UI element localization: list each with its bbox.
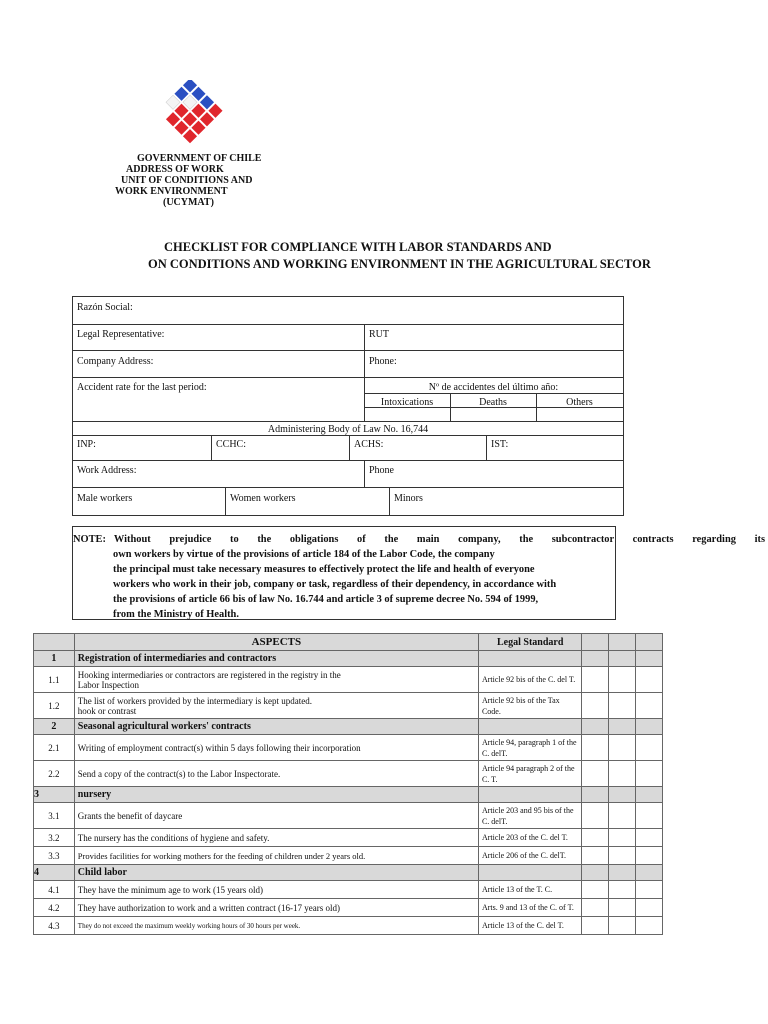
- section-number: 4: [34, 865, 75, 881]
- women-workers-field[interactable]: Women workers: [230, 493, 296, 504]
- section-row: [34, 865, 663, 881]
- gov-line-3: UNIT OF CONDITIONS AND: [121, 175, 253, 186]
- minors-field[interactable]: Minors: [394, 493, 423, 504]
- male-workers-field[interactable]: Male workers: [77, 493, 133, 504]
- company-info-form: [72, 296, 624, 516]
- row-number: 2.1: [34, 735, 75, 761]
- table-row: [34, 667, 663, 693]
- table-row: [34, 761, 663, 787]
- section-number: 2: [34, 719, 75, 735]
- row-aspect: Send a copy of the contract(s) to the Labor Inspectorate.: [74, 761, 478, 787]
- table-row: [34, 803, 663, 829]
- row-legal-standard: Article 92 bis of the Tax Code.: [478, 693, 582, 719]
- administering-body-label: Administering Body of Law No. 16,744: [267, 424, 429, 435]
- check-cell[interactable]: [609, 761, 636, 787]
- check-cell[interactable]: [636, 803, 663, 829]
- note-line-2: own workers by virtue of the provisions of article 184 of the Labor Code, the company: [113, 549, 495, 560]
- table-row: [34, 917, 663, 935]
- achs-field[interactable]: ACHS:: [354, 439, 384, 450]
- note-line-1: [73, 532, 765, 547]
- check-cell[interactable]: [636, 667, 663, 693]
- row-number: 3.3: [34, 847, 75, 865]
- company-address-field[interactable]: Company Address:: [77, 356, 154, 367]
- ist-field[interactable]: IST:: [491, 439, 509, 450]
- table-row: [34, 693, 663, 719]
- row-aspect: The list of workers provided by the intermediary is kept updated. hook or contrast: [74, 693, 478, 719]
- check-cell[interactable]: [609, 803, 636, 829]
- check-cell[interactable]: [609, 881, 636, 899]
- check-cell[interactable]: [636, 899, 663, 917]
- row-aspect: Provides facilities for working mothers for the feeding of children under 2 years old.: [74, 847, 478, 865]
- section-number: 3: [34, 787, 75, 803]
- inp-field[interactable]: INP:: [77, 439, 96, 450]
- table-row: [34, 735, 663, 761]
- section-title: Child labor: [74, 865, 478, 881]
- document-title-line-2: ON CONDITIONS AND WORKING ENVIRONMENT IN THE AGRICULTURAL SECTOR: [148, 257, 651, 271]
- accident-rate-field[interactable]: Accident rate for the last period:: [77, 382, 207, 393]
- work-address-field[interactable]: Work Address:: [77, 465, 137, 476]
- row-legal-standard: Article 13 of the T. C.: [478, 881, 582, 899]
- row-legal-standard: Article 203 of the C. del T.: [478, 829, 582, 847]
- cchc-field[interactable]: CCHC:: [216, 439, 247, 450]
- row-number: 4.3: [34, 917, 75, 935]
- document-title-line-1: CHECKLIST FOR COMPLIANCE WITH LABOR STANDARDS AND: [164, 240, 552, 254]
- legal-standard-header: Legal Standard: [478, 634, 582, 651]
- phone-field[interactable]: Phone:: [369, 356, 397, 367]
- row-legal-standard: Article 203 and 95 bis of the C. delT.: [478, 803, 582, 829]
- note-text-1: Without prejudice to the obligations of the main company, the subcontractor contracts regarding its: [113, 534, 765, 545]
- check-cell[interactable]: [636, 693, 663, 719]
- legal-representative-field[interactable]: Legal Representative:: [77, 329, 165, 340]
- check-cell[interactable]: [582, 735, 609, 761]
- razon-social-field[interactable]: Razón Social:: [77, 302, 133, 313]
- check-cell[interactable]: [636, 735, 663, 761]
- gov-line-5: (UCYMAT): [163, 197, 214, 208]
- gov-line-2: ADDRESS OF WORK: [126, 164, 224, 175]
- table-row: [34, 899, 663, 917]
- section-row: [34, 719, 663, 735]
- row-aspect: They do not exceed the maximum weekly working hours of 30 hours per week.: [74, 917, 478, 935]
- section-number: 1: [34, 651, 75, 667]
- check-cell[interactable]: [609, 847, 636, 865]
- check-cell[interactable]: [582, 829, 609, 847]
- row-number: 3.2: [34, 829, 75, 847]
- row-number: 4.2: [34, 899, 75, 917]
- table-row: [34, 881, 663, 899]
- check-cell[interactable]: [582, 917, 609, 935]
- section-title: Registration of intermediaries and contractors: [74, 651, 478, 667]
- check-cell[interactable]: [636, 917, 663, 935]
- check-cell[interactable]: [582, 847, 609, 865]
- row-number: 1.1: [34, 667, 75, 693]
- accidents-last-year-label: Nº de accidentes del último año:: [428, 382, 559, 393]
- rut-field[interactable]: RUT: [369, 329, 389, 340]
- table-row: [34, 847, 663, 865]
- section-row: [34, 651, 663, 667]
- government-logo-icon: [150, 80, 230, 150]
- check-cell[interactable]: [582, 761, 609, 787]
- note-line-3: the principal must take necessary measures to effectively protect the life and health of everyone: [113, 564, 535, 575]
- row-legal-standard: Article 92 bis of the C. del T.: [478, 667, 582, 693]
- row-number: 2.2: [34, 761, 75, 787]
- row-aspect: They have authorization to work and a written contract (16-17 years old): [74, 899, 478, 917]
- row-aspect: They have the minimum age to work (15 years old): [74, 881, 478, 899]
- check-cell[interactable]: [609, 899, 636, 917]
- check-cell[interactable]: [636, 847, 663, 865]
- deaths-label: Deaths: [479, 397, 507, 408]
- row-legal-standard: Article 206 of the C. delT.: [478, 847, 582, 865]
- check-cell[interactable]: [582, 803, 609, 829]
- check-cell[interactable]: [609, 693, 636, 719]
- table-row: [34, 829, 663, 847]
- gov-line-4: WORK ENVIRONMENT: [115, 186, 228, 197]
- row-aspect: Hooking intermediaries or contractors are registered in the registry in the Labor Inspection: [74, 667, 478, 693]
- gov-line-1: GOVERNMENT OF CHILE: [137, 153, 262, 164]
- others-label: Others: [566, 397, 593, 408]
- check-cell[interactable]: [582, 667, 609, 693]
- check-cell[interactable]: [582, 899, 609, 917]
- check-cell[interactable]: [582, 881, 609, 899]
- check-cell[interactable]: [636, 881, 663, 899]
- section-title: nursery: [74, 787, 478, 803]
- row-legal-standard: Article 94 paragraph 2 of the C. T.: [478, 761, 582, 787]
- row-number: 4.1: [34, 881, 75, 899]
- row-legal-standard: Article 94, paragraph 1 of the C. delT.: [478, 735, 582, 761]
- intoxications-label: Intoxications: [380, 397, 434, 408]
- check-cell[interactable]: [609, 667, 636, 693]
- table-header-row: [34, 634, 663, 651]
- check-cell[interactable]: [609, 829, 636, 847]
- row-aspect: Grants the benefit of daycare: [74, 803, 478, 829]
- work-phone-field[interactable]: Phone: [369, 465, 394, 476]
- row-aspect: The nursery has the conditions of hygiene and safety.: [74, 829, 478, 847]
- note-label: NOTE:: [73, 534, 106, 545]
- note-line-5: the provisions of article 66 bis of law No. 16.744 and article 3 of supreme decree No. 594 of 1999,: [113, 594, 539, 605]
- check-cell[interactable]: [582, 693, 609, 719]
- row-number: 3.1: [34, 803, 75, 829]
- row-aspect: Writing of employment contract(s) within 5 days following their incorporation: [74, 735, 478, 761]
- row-legal-standard: Arts. 9 and 13 of the C. of T.: [478, 899, 582, 917]
- aspects-header: ASPECTS: [74, 634, 478, 651]
- section-row: [34, 787, 663, 803]
- check-cell[interactable]: [609, 917, 636, 935]
- check-cell[interactable]: [609, 735, 636, 761]
- aspects-table: [33, 633, 663, 935]
- note-line-6: from the Ministry of Health.: [113, 609, 239, 620]
- row-number: 1.2: [34, 693, 75, 719]
- check-cell[interactable]: [636, 761, 663, 787]
- check-cell[interactable]: [636, 829, 663, 847]
- note-line-4: workers who work in their job, company or task, regardless of their dependency, in accordance with: [113, 579, 557, 590]
- row-legal-standard: Article 13 of the C. del T.: [478, 917, 582, 935]
- section-title: Seasonal agricultural workers' contracts: [74, 719, 478, 735]
